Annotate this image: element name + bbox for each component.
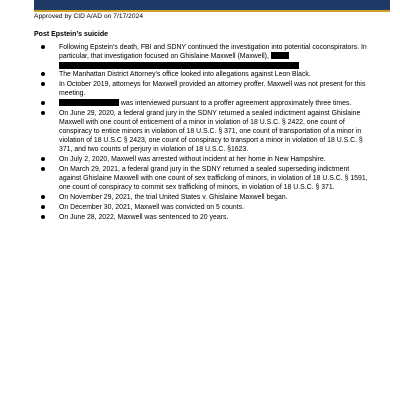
bullet-text: On July 2, 2020, Maxwell was arrested without incident at her home in New Hampshire. bbox=[59, 156, 326, 163]
bullet-icon bbox=[41, 215, 45, 219]
bullet-text: On June 29, 2020, a federal grand jury in the SDNY returned a sealed indictment against Ghislaine Maxwell with one count of enticement of a minor in violation of 18 U.S.C. § 2422, one count of conspiracy to entice minors in violation of 18 U.S.C. § 371, one count of transportation of a minor in violation of 18 U.S.C § 2423, one count of conspiracy to transport a minor in violation of 18 U.S.C. § 371, and two counts of perjury in violation of 18 U.S.C. §1623. bbox=[59, 110, 363, 153]
bullet-text: On December 30, 2021, Maxwell was convicted on 5 counts. bbox=[59, 204, 244, 211]
redaction-block bbox=[59, 62, 299, 69]
list-item bbox=[34, 213, 372, 222]
bullet-icon bbox=[41, 195, 45, 199]
list-item bbox=[34, 80, 372, 98]
bullet-icon bbox=[41, 157, 45, 161]
bullet-text: Following Epstein’s death, FBI and SDNY continued the investigation into potential coconspirators. In particular, that investigation focused on Ghislaine Maxwell (Maxwell), bbox=[59, 44, 367, 60]
redaction-block bbox=[59, 99, 119, 106]
bullet-text: was interviewed pursuant to a proffer agreement approximately three times. bbox=[120, 100, 352, 107]
bullet-icon bbox=[41, 101, 45, 105]
bullet-icon bbox=[41, 45, 45, 49]
bullet-icon bbox=[41, 72, 45, 76]
header-bar bbox=[34, 0, 390, 10]
list-item bbox=[34, 155, 372, 164]
bullet-icon bbox=[41, 205, 45, 209]
bullet-text: On November 29, 2021, the trial United States v. Ghislaine Maxwell began. bbox=[59, 194, 288, 201]
list-item bbox=[34, 43, 372, 69]
header-accent-line bbox=[34, 10, 390, 12]
list-item bbox=[34, 70, 372, 79]
bullet-text: On March 29, 2021, a federal grand jury in the SDNY returned a sealed superseding indictment against Ghislaine Maxwell with one count of sex trafficking of minors, in violation of 18 U.S.C. § 1591, one count of conspiracy to commit sex trafficking of minors, in violation of 18 U.S.C. § 371. bbox=[59, 166, 368, 191]
section-title: Post Epstein’s suicide bbox=[34, 31, 109, 38]
bullet-list bbox=[34, 43, 372, 223]
bullet-icon bbox=[41, 111, 45, 115]
list-item bbox=[34, 203, 372, 212]
bullet-text: On June 28, 2022, Maxwell was sentenced to 20 years. bbox=[59, 214, 229, 221]
list-item bbox=[34, 193, 372, 202]
bullet-icon bbox=[41, 82, 45, 86]
list-item bbox=[34, 99, 372, 108]
approval-stamp-text: Approved by CID A/AD on 7/17/2024 bbox=[34, 13, 144, 20]
list-item bbox=[34, 165, 372, 192]
list-item bbox=[34, 109, 372, 154]
bullet-text: In October 2019, attorneys for Maxwell provided an attorney proffer. Maxwell was not present for this meeting. bbox=[59, 81, 366, 97]
bullet-icon bbox=[41, 167, 45, 171]
redaction-block bbox=[271, 52, 289, 59]
bullet-text: The Manhattan District Attorney’s office looked into allegations against Leon Black. bbox=[59, 71, 311, 78]
